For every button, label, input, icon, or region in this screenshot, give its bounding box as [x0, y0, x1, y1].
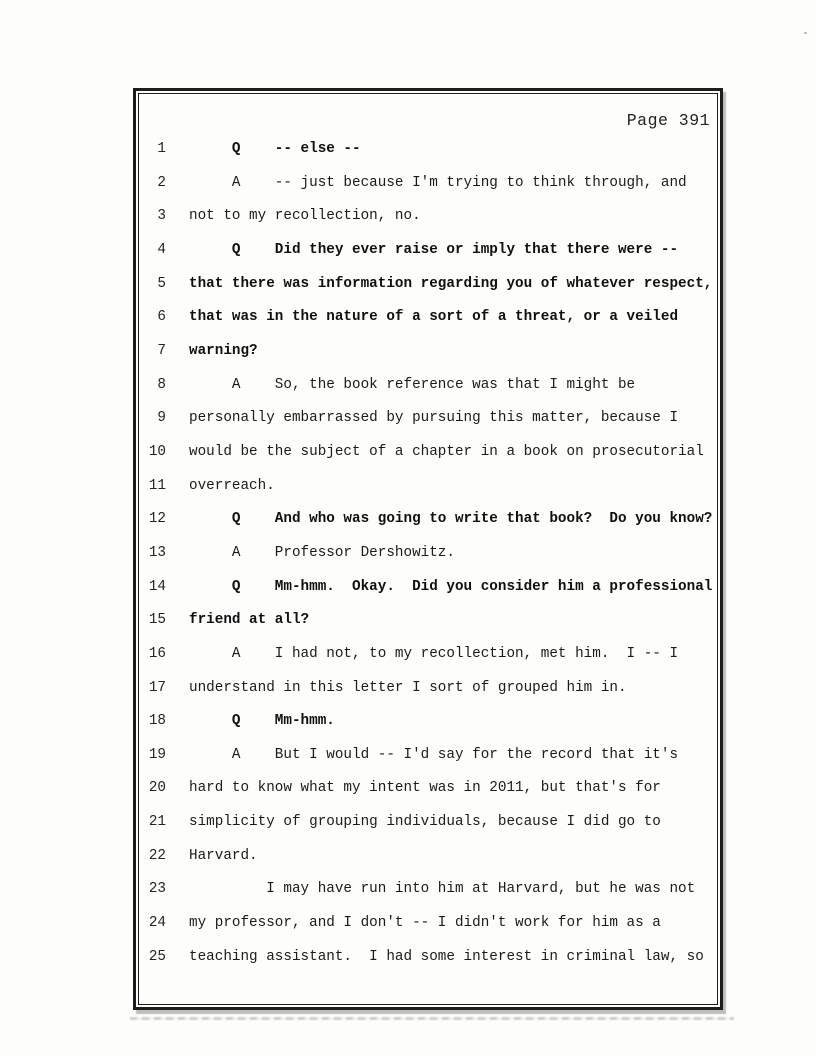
line-number: 1 — [157, 141, 166, 157]
line-text: Q Did they ever raise or imply that there were -- — [189, 241, 679, 258]
transcript-line — [145, 133, 710, 167]
transcript-line — [145, 402, 710, 436]
line-number: 18 — [148, 713, 166, 730]
transcript-line — [145, 200, 710, 234]
transcript-line — [145, 268, 713, 302]
scan-speckle — [804, 32, 807, 34]
transcript-frame — [133, 88, 723, 1010]
line-text: A -- just because I'm trying to think through, and — [189, 174, 687, 191]
line-text: my professor, and I don't -- I didn't work for him as a — [189, 915, 661, 932]
transcript-line — [145, 873, 710, 907]
transcript-line — [145, 941, 710, 975]
transcript-line — [145, 301, 710, 335]
transcript-line — [145, 571, 713, 605]
line-number: 21 — [148, 814, 166, 831]
line-text: warning? — [189, 342, 258, 359]
line-text: hard to know what my intent was in 2011, but that's for — [189, 780, 661, 797]
line-number: 5 — [157, 275, 166, 292]
transcript-line — [145, 604, 710, 638]
line-number: 8 — [157, 376, 166, 393]
line-number: 4 — [157, 241, 166, 258]
line-number: 12 — [148, 511, 166, 528]
line-text: Q And who was going to write that book? Do you know? — [189, 511, 713, 528]
line-number: 3 — [157, 208, 166, 225]
line-number: 10 — [148, 443, 166, 460]
transcript-line — [145, 335, 710, 369]
line-text: that was in the nature of a sort of a threat, or a veiled — [189, 309, 679, 326]
line-text: not to my recollection, no. — [189, 208, 421, 225]
line-number: 13 — [148, 544, 166, 561]
transcript-line — [145, 705, 710, 739]
line-text: Q Mm-hmm. Okay. Did you consider him a professional — [189, 578, 713, 595]
transcript-line — [145, 672, 710, 706]
line-number: 6 — [157, 309, 166, 326]
line-number: 14 — [148, 578, 166, 595]
line-text: understand in this letter I sort of grouped him in. — [189, 679, 627, 696]
transcript-line — [145, 470, 710, 504]
transcript-line — [145, 840, 710, 874]
line-number: 11 — [148, 477, 166, 494]
line-number: 25 — [148, 948, 166, 965]
transcript-line — [145, 369, 710, 403]
line-text: simplicity of grouping individuals, because I did go to — [189, 814, 661, 831]
transcript-line — [145, 537, 710, 571]
page-number: Page 391 — [626, 111, 710, 130]
transcript-line — [145, 638, 710, 672]
line-number: 7 — [157, 342, 166, 359]
line-text: Q Mm-hmm. — [189, 713, 335, 730]
line-number: 2 — [157, 174, 166, 191]
line-text: Harvard. — [189, 847, 258, 864]
transcript-line — [145, 503, 713, 537]
line-number: 20 — [148, 780, 166, 797]
transcript-line — [145, 739, 710, 773]
line-text: teaching assistant. I had some interest in criminal law, so — [189, 948, 704, 965]
line-text: that there was information regarding you of whatever respect, — [189, 275, 713, 292]
line-text: A I had not, to my recollection, met him. I -- I — [189, 645, 679, 662]
transcript-line — [145, 772, 710, 806]
line-number: 23 — [148, 881, 166, 898]
line-text: A So, the book reference was that I might be — [189, 376, 636, 393]
transcript-line — [145, 234, 710, 268]
line-number: 17 — [148, 679, 166, 696]
transcript-body — [145, 133, 713, 974]
line-text: Q -- else -- — [189, 141, 361, 157]
line-text: A Professor Dershowitz. — [189, 544, 455, 561]
transcript-line — [145, 806, 710, 840]
line-text: would be the subject of a chapter in a book on prosecutorial — [189, 443, 704, 460]
line-text: A But I would -- I'd say for the record that it's — [189, 746, 679, 763]
transcript-line — [145, 167, 710, 201]
line-text: I may have run into him at Harvard, but he was not — [189, 881, 696, 898]
line-number: 16 — [148, 645, 166, 662]
transcript-line — [145, 907, 710, 941]
line-text: overreach. — [189, 477, 275, 494]
line-number: 15 — [148, 612, 166, 629]
transcript-line — [145, 436, 710, 470]
line-text: friend at all? — [189, 612, 310, 629]
line-number: 22 — [148, 847, 166, 864]
line-number: 19 — [148, 746, 166, 763]
line-number: 24 — [148, 915, 166, 932]
line-text: personally embarrassed by pursuing this matter, because I — [189, 410, 679, 427]
line-number: 9 — [157, 410, 166, 427]
